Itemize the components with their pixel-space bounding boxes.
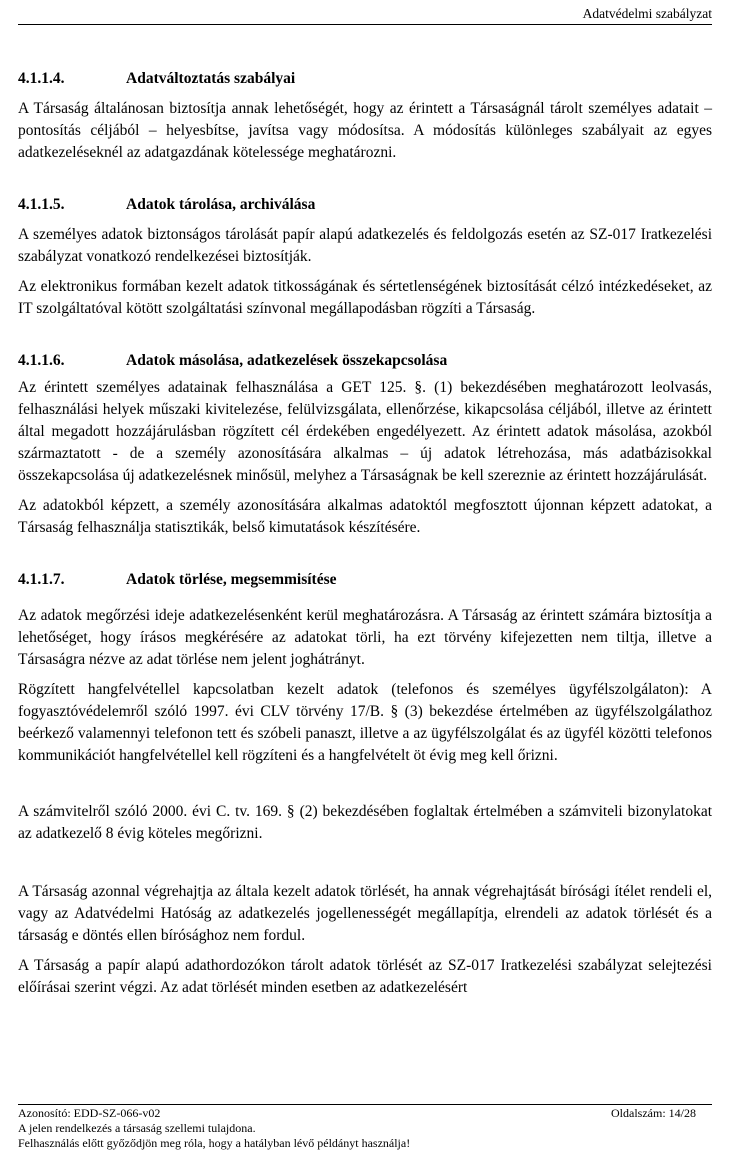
paragraph: A Társaság általánosan biztosítja annak lehetőségét, hogy az érintett a Társaságnál tárolt személyes adatait – pontosítás céljából – helyesbítse, javítsa vagy módosítsa. A módosítás különleges szabályait az egyes adatkezeléseknél az adatgazdának kötelessége meghatározni. [18,100,712,161]
section-number: 4.1.1.5. [18,196,65,213]
document-id: Azonosító: EDD-SZ-066-v02 [18,1106,161,1120]
paragraph: Az adatokból képzett, a személy azonosítására alkalmas adatoktól megfosztott újonnan képzett adatokat, a Társaság felhasználja statisztikák, belső kimutatások készítésére. [18,497,712,536]
section-heading [18,194,712,216]
section-title: Adatok másolása, adatkezelések összekapcsolása [126,352,448,369]
paragraph: A Társaság azonnal végrehajtja az általa kezelt adatok törlését, ha annak végrehajtását bírósági ítélet rendeli el, vagy az Adatvédelmi Hatóság az adatkezelés jogellenességét megállapítja, elrendeli az adatok törlését és a társaság e döntés ellen bírósághoz nem fordul. [18,883,712,944]
page-header [18,4,712,25]
section-heading [18,569,712,591]
section-title: Adatváltoztatás szabályai [126,70,296,87]
section-title: Adatok törlése, megsemmisítése [126,571,337,588]
section-number: 4.1.1.4. [18,70,65,87]
paragraph: Rögzített hangfelvétellel kapcsolatban kezelt adatok (telefonos és személyes ügyfélszolgálaton): A fogyasztóvédelemről szóló 1997. évi CLV törvény 17/B. § (3) bekezdése értelmében az ügyfélszolgálathoz beérkező valamennyi telefonon tett és szóbeli panaszt, illetve a az ügyfélszolgálat és az ügyfél közötti telefonos kommunikációt hangfelvétellel kell rögzíteni és a hangfelvételt öt évig meg kell őrizni. [18,681,712,764]
footer-row [18,1106,712,1121]
header-title: Adatvédelmi szabályzat [582,6,712,21]
footer-notice: Felhasználás előtt győződjön meg róla, hogy a hatályban lévő példányt használja! [18,1136,411,1150]
section-number: 4.1.1.6. [18,352,65,369]
paragraph: Az elektronikus formában kezelt adatok titkosságának és sértetlenségének biztosítását célzó intézkedéseket, az IT szolgáltatóval kötött szolgáltatási színvonal megállapodásban rögzíti a Társaság. [18,278,712,317]
paragraph: A Társaság a papír alapú adathordozókon tárolt adatok törlését az SZ-017 Iratkezelési szabályzat selejtezési előírásai szerint végzi. Az adat törlését minden esetben az adatkezelésért [18,957,712,996]
section-heading [18,350,712,372]
section-number: 4.1.1.7. [18,571,65,588]
page-number: Oldalszám: 14/28 [611,1106,696,1120]
section-title: Adatok tárolása, archiválása [126,196,316,213]
document-body [18,68,712,999]
section-heading [18,68,712,90]
footer-notice: A jelen rendelkezés a társaság szellemi tulajdona. [18,1121,256,1135]
paragraph: A személyes adatok biztonságos tárolását papír alapú adatkezelés és feldolgozás esetén az SZ-017 Iratkezelési szabályzat vonatkozó rendelkezései biztosítják. [18,226,712,265]
paragraph: Az érintett személyes adatainak felhasználása a GET 125. §. (1) bekezdésében meghatározott leolvasás, felhasználási helyek műszaki kivitelezése, felülvizsgálata, ellenőrzése, kikapcsolása céljából, illetve az érintett által megadott hozzájárulásban rögzített cél érdekében engedélyezett. Az érintett adatok másolása, azokból származtatott - de a személy azonosítására alkalmas – új adatok létrehozása, más adatbázisokkal összekapcsolása új adatkezelésnek minősül, melyhez a Társaságnak be kell szereznie az érintett hozzájárulását. [18,379,712,484]
page-footer [18,1104,712,1151]
paragraph: Az adatok megőrzési ideje adatkezelésenként kerül meghatározásra. A Társaság az érintett számára biztosítja a lehetőséget, hogy írásos megkérésére az adatokat törli, ha ezt törvény kifejezetten nem tiltja, illetve a Társaságra nézve az adat törlése nem jelent joghátrányt. [18,607,712,668]
paragraph: A számvitelről szóló 2000. évi C. tv. 169. § (2) bekezdésében foglaltak értelmében a számviteli bizonylatokat az adatkezelő 8 évig köteles megőrizni. [18,803,712,842]
